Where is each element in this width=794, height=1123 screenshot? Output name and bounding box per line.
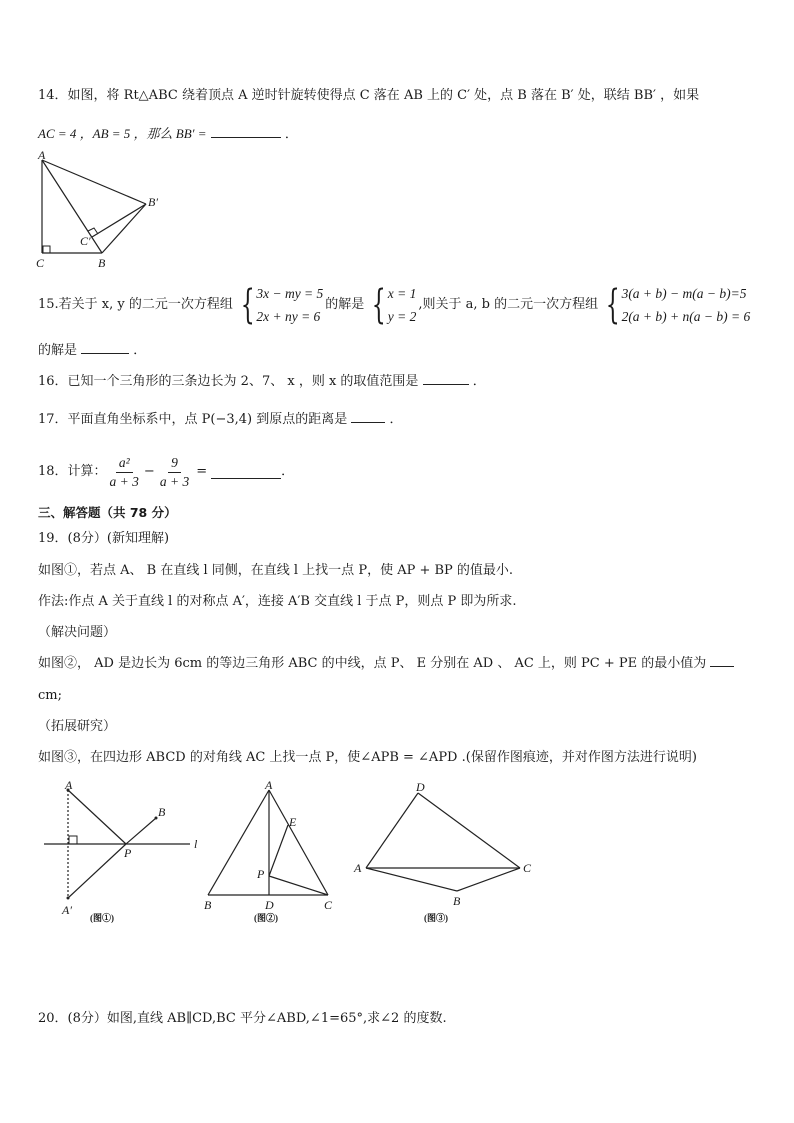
q15-sys1-row1: 3x − my = 5 [256, 286, 324, 301]
q18-fraction-1 [107, 454, 142, 491]
q15-sys1-row2: 2x + ny = 6 [256, 309, 321, 324]
section-3-heading: 三、解答题（共 78 分） [38, 505, 177, 520]
q15-system-1: { 3x − my = 5 2x + ny = 6 [240, 282, 324, 328]
fig2-label-e: E [289, 815, 297, 829]
fig2-label-p: P [257, 867, 265, 881]
q18-den2: a + 3 [159, 473, 190, 489]
q16-answer-blank [423, 372, 469, 385]
q18-end: ． [281, 464, 295, 479]
q15-system-3: { 3(a + b) − m(a − b)=5 2(a + b) + n(a − b) = 6 [605, 282, 751, 328]
fig3-caption: (图③) [424, 913, 448, 923]
fig2-label-a: A [265, 778, 273, 792]
q16-text: 16．已知一个三角形的三条边长为 2、7、 x ，则 x 的取值范围是 [38, 374, 419, 389]
q19-head: 19．(8分）(新知理解) [38, 531, 170, 546]
q18-answer-blank [211, 466, 281, 479]
q17-answer-blank [351, 410, 385, 423]
q15-pre: 15.若关于 x, y 的二元一次方程组 [38, 297, 233, 312]
fig2-label-b: B [204, 898, 212, 912]
q19-p4-next: cm; [38, 688, 62, 703]
q18-fraction-2 [157, 454, 192, 491]
fig1-label-a: A [65, 778, 73, 792]
q14-line2 [38, 124, 298, 145]
q14-line1: 14．如图，将 Rt△ABC 绕着顶点 A 逆时针旋转使得点 C 落在 AB 上的 C′ 处，点 B 落在 B′ 处，联结 BB′ ，如果 [38, 88, 700, 103]
q17 [38, 410, 403, 430]
q19-figure-1 [38, 778, 208, 928]
q18-num1: a² [116, 454, 133, 473]
q16 [38, 372, 486, 392]
q16-end: ． [472, 374, 486, 389]
q15-mid2: ,则关于 a, b 的二元一次方程组 [418, 297, 599, 312]
q14-fig-label-b: B [98, 256, 106, 270]
fig2-label-c: C [324, 898, 333, 912]
q14-fig-label-a: A [38, 148, 46, 162]
q19-answer-blank [710, 654, 734, 667]
q15-sys3-row1: 3(a + b) − m(a − b)=5 [621, 286, 747, 301]
q19-p4: 如图②， AD 是边长为 6cm 的等边三角形 ABC 的中线，点 P、 E 分别在 AD 、 AC 上，则 PC + PE 的最小值为 [38, 656, 707, 671]
fig1-label-b: B [158, 805, 166, 819]
q18-num2: 9 [168, 454, 181, 473]
q19-p2: 作法:作点 A 关于直线 l 的对称点 A′，连接 A′B 交直线 l 于点 P，则点 P 即为所求. [38, 594, 517, 609]
q15-answer-blank [81, 341, 129, 354]
fig2-label-d: D [265, 898, 274, 912]
q19-figure-2 [200, 778, 340, 928]
q15-line2-text: 的解是 [38, 343, 78, 358]
q17-text: 17．平面直角坐标系中，点 P(−3,4) 到原点的距离是 [38, 412, 348, 427]
q18-eq: = [196, 464, 208, 479]
fig3-label-a: A [354, 861, 362, 875]
fig1-label-p: P [124, 846, 132, 860]
q14-given: AC = 4 ，AB = 5 ，那么 BB′ = [38, 126, 207, 141]
q18-den1: a + 3 [109, 473, 139, 489]
q15-line1 [38, 282, 752, 328]
q18-minus: − [143, 464, 155, 479]
q19-p1: 如图①，若点 A、 B 在直线 l 同侧，在直线 l 上找一点 P，使 AP + BP 的值最小. [38, 563, 514, 578]
q19-figure-3 [350, 778, 540, 928]
q14-end: ． [284, 127, 298, 142]
q19-p4-line [38, 654, 734, 674]
q15-sys2-row2: y = 2 [387, 309, 417, 324]
q15-mid: 的解是 [325, 297, 365, 312]
q14-fig-label-bprime: B′ [148, 195, 158, 209]
q19-p5: （拓展研究） [38, 719, 117, 734]
q18-pre: 18．计算： [38, 464, 107, 479]
q19-p3: （解决问题） [38, 625, 117, 640]
fig1-label-l: l [194, 837, 198, 851]
q15-system-2: { x = 1 y = 2 [372, 282, 417, 328]
q15-sys2-row1: x = 1 [387, 286, 417, 301]
q15-line2 [38, 341, 146, 361]
q14-answer-blank [211, 125, 281, 138]
q19-p6: 如图③，在四边形 ABCD 的对角线 AC 上找一点 P，使∠APB = ∠APD .(保留作图痕迹，并对作图方法进行说明) [38, 750, 697, 765]
q18 [38, 450, 294, 494]
q20: 20．(8分）如图,直线 AB∥CD,BC 平分∠ABD,∠1=65°,求∠2 的度数. [38, 1011, 447, 1026]
q15-sys3-row2: 2(a + b) + n(a − b) = 6 [621, 309, 751, 324]
fig1-label-aprime: A′ [62, 903, 72, 917]
fig3-label-d: D [416, 780, 425, 794]
fig1-caption: (图①) [90, 913, 114, 923]
fig3-label-b: B [453, 894, 461, 908]
q14-fig-label-cprime: C′ [80, 234, 91, 248]
q17-end: ． [389, 412, 403, 427]
q15-end: ． [133, 343, 147, 358]
fig2-caption: (图②) [254, 913, 278, 923]
q14-fig-label-c: C [36, 256, 45, 270]
q14-figure [30, 148, 170, 273]
fig3-label-c: C [523, 861, 532, 875]
